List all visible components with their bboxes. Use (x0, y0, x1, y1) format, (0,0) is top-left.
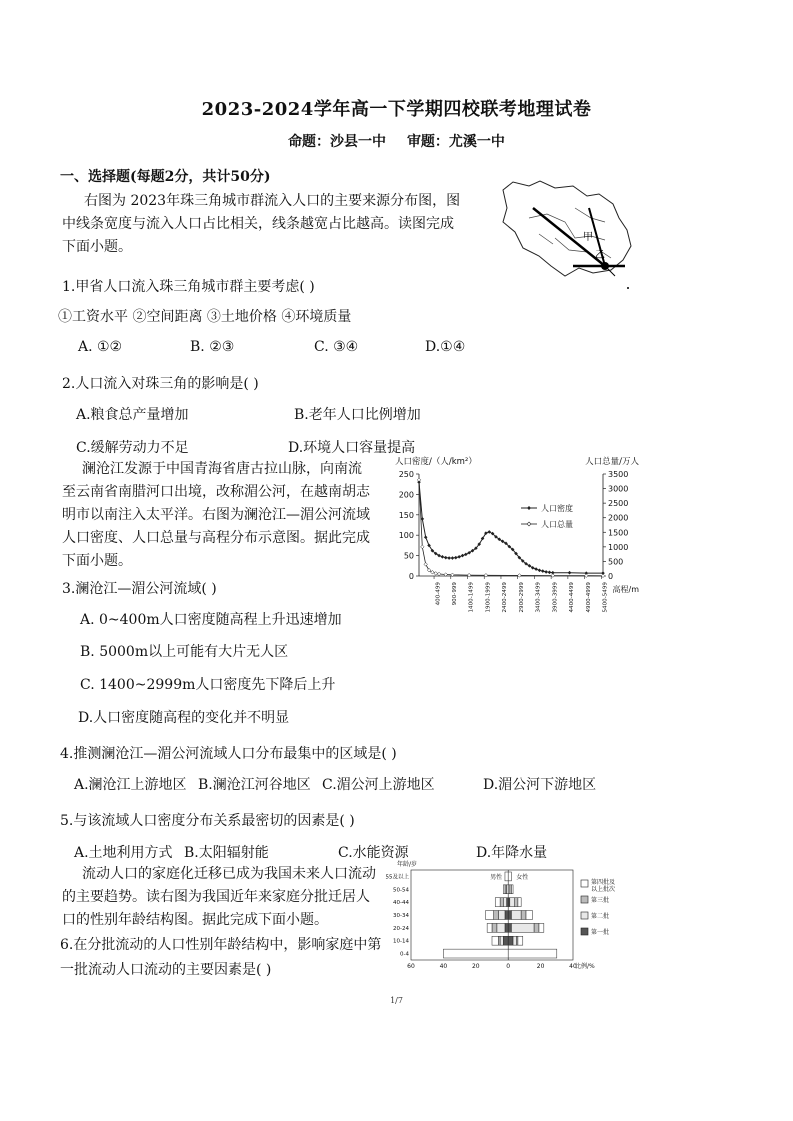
legend-total-marker (527, 522, 531, 526)
pyramid-age-label: 55及以上 (385, 874, 409, 881)
y-axis-title: 人口密度/（人/km²） (395, 457, 477, 467)
pyramid-legend-label: 第三批 (591, 897, 610, 904)
q4-option-d[interactable]: D.湄公河下游地区 (483, 777, 597, 793)
x-tick-label: 3900-3999 (552, 582, 559, 613)
legend-density-marker (527, 506, 531, 510)
pyramid-bar-male (487, 923, 492, 932)
pyramid-y-title: 年龄/岁 (397, 861, 418, 868)
total-point (424, 563, 428, 567)
q2-stem: 2.人口流入对珠三角的影响是( ) (62, 376, 259, 392)
total-point (484, 573, 488, 577)
density-point (544, 570, 548, 574)
pyramid-bar-female (515, 898, 518, 907)
x-tick-label: 4400-4499 (569, 582, 576, 613)
pyramid-bar-male (503, 936, 508, 945)
pyramid-age-label: 0-4 (400, 951, 409, 958)
pyramid-bar-male (500, 898, 503, 907)
intro3-line1: 流动人口的家庭化迁移已成为我国未来人口流动 (82, 866, 376, 882)
pyramid-bar-male (505, 923, 508, 932)
map-label-jia: 甲 (583, 232, 593, 243)
pyramid-bar-male (505, 872, 508, 881)
pyramid-legend-swatch (581, 912, 588, 919)
q1-option-b[interactable]: B. ②③ (190, 339, 235, 355)
q5-stem: 5.与该流域人口密度分布关系最密切的因素是( ) (60, 813, 355, 829)
intro2-line3: 明市以南注入太平洋。右图为澜沧江—湄公河流域 (62, 507, 370, 523)
q1-factors: ①工资水平 ②空间距离 ③土地价格 ④环境质量 (58, 309, 352, 325)
pyramid-bar-female (534, 923, 539, 932)
intro2-line5: 下面小题。 (62, 553, 132, 569)
pyramid-bar-male (486, 911, 494, 920)
density-point (568, 571, 572, 575)
x-tick-label: 1400-1499 (468, 582, 475, 613)
q5-option-a[interactable]: A.土地利用方式 (74, 845, 173, 861)
pyramid-bar-female (518, 936, 523, 945)
pyramid-x-tick: 40 (439, 963, 448, 970)
total-point (584, 574, 588, 578)
exam-title: 2023-2024学年高一下学期四校联考地理试卷 (201, 99, 592, 120)
y-tick-label: 200 (398, 490, 414, 500)
pyramid-x-tick: 60 (407, 963, 415, 970)
q4-option-b[interactable]: B.澜沧江河谷地区 (198, 777, 311, 793)
pyramid-male-label: 男性 (490, 874, 503, 881)
q5-option-d[interactable]: D.年降水量 (476, 845, 548, 861)
pyramid-bar-male (492, 936, 498, 945)
q2-option-a[interactable]: A.粮食总产量增加 (76, 407, 189, 423)
y2-tick-label: 0 (608, 572, 614, 581)
legend-total-label: 人口总量 (541, 520, 573, 529)
pyramid-legend-swatch (581, 896, 588, 903)
x-tick-label: 900-999 (451, 582, 458, 606)
pyramid-bar-male (492, 923, 497, 932)
total-point (518, 574, 522, 578)
pyramid-legend-label: 第二批 (591, 913, 610, 920)
y2-tick-label: 3500 (608, 470, 629, 479)
density-point (441, 555, 445, 559)
total-point (601, 574, 605, 578)
x-tick-label: 4900-4999 (585, 582, 592, 613)
pyramid-x-tick: 0 (506, 963, 511, 970)
pyramid-bar-female (511, 923, 534, 932)
density-point (541, 569, 545, 573)
q1-option-a[interactable]: A. ①② (78, 339, 123, 355)
pyramid-legend-swatch (581, 880, 588, 887)
q3-option-a[interactable]: A. 0~400m人口密度随高程上升迅速增加 (80, 612, 342, 628)
q6-stem-line2: 一批流动人口流动的主要因素是( ) (60, 962, 272, 978)
section-heading: 一、选择题(每题2分，共计50分) (60, 169, 271, 185)
pyramid-legend-label-cont: 以上批次 (591, 886, 616, 893)
pyramid-bar-female (539, 923, 544, 932)
y-tick-label: 0 (408, 572, 414, 581)
intro2-line1: 澜沧江发源于中国青海省唐古拉山脉，向南流 (82, 461, 362, 477)
density-point (451, 556, 455, 560)
total-point (434, 572, 438, 576)
pyramid-age-label: 50-54 (393, 887, 409, 894)
pyramid-bar-female (518, 898, 521, 907)
density-point (454, 556, 458, 560)
density-point (538, 568, 542, 572)
y2-tick-label: 500 (608, 557, 624, 567)
pyramid-bar-male (497, 923, 505, 932)
pyramid-bar-male (503, 885, 505, 894)
y-tick-label: 50 (403, 551, 414, 561)
y2-tick-label: 1000 (608, 542, 629, 552)
x-tick-label: 3400-3499 (535, 582, 542, 613)
pyramid-bar-male (505, 911, 508, 920)
intro2-line2: 至云南省南腊河口出境，改称湄公河，在越南胡志 (62, 484, 370, 500)
pyramid-bar-male (494, 911, 499, 920)
population-pyramid-chart (385, 858, 643, 970)
x-tick-label: 5400-5499 (602, 582, 609, 613)
q5-option-b[interactable]: B.太阳辐射能 (184, 845, 269, 861)
density-point (461, 554, 465, 558)
pyramid-bar-female (511, 911, 521, 920)
density-point (464, 553, 468, 557)
q1-option-d[interactable]: D.①④ (425, 339, 466, 355)
legend-density-label: 人口密度 (541, 504, 573, 513)
pyramid-bar-female (508, 936, 513, 945)
q1-stem: 1.甲省人口流入珠三角城市群主要考虑( ) (62, 279, 315, 295)
pyramid-bar-male (503, 898, 506, 907)
pyramid-bar-female (508, 872, 511, 881)
total-line (419, 480, 603, 576)
pyramid-x-tick: 20 (536, 963, 545, 970)
intro1-line3: 下面小题。 (62, 239, 132, 255)
intro2-line4: 人口密度、人口总量与高程分布示意图。据此完成 (62, 530, 370, 546)
total-point (417, 478, 421, 482)
pyramid-bar-female (508, 923, 511, 932)
pyramid-legend-swatch (581, 928, 588, 935)
q3-stem: 3.澜沧江—湄公河流域( ) (62, 581, 217, 597)
q3-option-c[interactable]: C. 1400~2999m人口密度先下降后上升 (80, 677, 336, 693)
total-point (421, 545, 425, 549)
pyramid-bar-female (508, 949, 557, 958)
y-tick-label: 250 (398, 470, 414, 479)
q4-stem: 4.推测澜沧江—湄公河流域人口分布最集中的区域是( ) (60, 746, 397, 762)
y-tick-label: 150 (398, 510, 414, 520)
pyramid-bar-female (510, 898, 515, 907)
y2-tick-label: 2000 (608, 513, 629, 523)
density-point (444, 556, 448, 560)
total-point (427, 568, 431, 572)
elevation-population-chart (393, 452, 641, 618)
y2-axis-title: 人口总量/万人 (585, 457, 639, 467)
q1-option-c[interactable]: C. ③④ (314, 339, 359, 355)
map-label-yi: 乙 (595, 250, 605, 261)
intro1-line2: 中线条宽度与流入人口占比相关，线条越宽占比越高。读图完成 (62, 216, 454, 232)
q4-option-a[interactable]: A.澜沧江上游地区 (74, 777, 187, 793)
exam-subtitle (0, 131, 793, 151)
page-number: 1/7 (390, 996, 403, 1005)
pyramid-age-label: 20-24 (393, 925, 409, 932)
density-point (534, 567, 538, 571)
q2-option-d[interactable]: D.环境人口容量提高 (288, 440, 416, 456)
x-tick-label: 400-499 (435, 582, 442, 606)
setter-text: 命题：沙县一中 (288, 134, 387, 150)
pyramid-bar-male (495, 898, 500, 907)
q3-option-d[interactable]: D.人口密度随高程的变化并不明显 (78, 710, 290, 726)
density-point (487, 530, 491, 534)
total-point (437, 572, 441, 576)
pyramid-bar-female (526, 911, 532, 920)
pyramid-legend-label: 第四批及 (591, 879, 616, 886)
q3-option-b[interactable]: B. 5000m以上可能有大片无人区 (80, 644, 289, 660)
q2-option-b[interactable]: B.老年人口比例增加 (294, 407, 421, 423)
intro3-line3: 口的性别年龄结构图。据此完成下面小题。 (62, 912, 328, 928)
y2-tick-label: 2500 (608, 499, 629, 509)
q5-option-c[interactable]: C.水能资源 (338, 845, 409, 861)
pyramid-x-tick: 40 (569, 963, 577, 970)
pyramid-x-title: 比例/% (575, 963, 595, 970)
pyramid-bar-female (511, 885, 513, 894)
density-line (419, 482, 603, 573)
density-point (548, 571, 552, 575)
x-tick-label: 2900-2999 (518, 582, 525, 613)
pyramid-bar-female (521, 911, 526, 920)
y2-tick-label: 3000 (608, 484, 629, 494)
pyramid-age-label: 30-34 (393, 913, 409, 919)
pyramid-bar-female (513, 936, 516, 945)
y-tick-label: 100 (398, 531, 414, 541)
x-axis-title: 高程/m (612, 585, 639, 594)
total-point (551, 574, 555, 578)
pyramid-bar-male (498, 911, 504, 920)
inflow-source-map (495, 178, 640, 293)
pyramid-age-label: 40-44 (393, 900, 409, 907)
reviewer-text: 审题：尤溪一中 (406, 134, 505, 150)
intro1-line1: 右图为 2023年珠三角城市群流入人口的主要来源分布图，图 (84, 193, 461, 209)
pyramid-bar-female (508, 911, 511, 920)
pyramid-bar-male (443, 949, 508, 958)
pyramid-female-label: 女性 (516, 874, 529, 881)
pyramid-bar-male (500, 936, 503, 945)
pyramid-legend-label: 第一批 (591, 929, 610, 936)
pyramid-age-label: 10-14 (393, 938, 409, 945)
x-tick-label: 2400-2499 (502, 582, 509, 613)
intro3-line2: 的主要趋势。读右图为我国近年来家庭分批迁居人 (62, 889, 370, 905)
q6-stem-line1: 6.在分批流动的人口性别年龄结构中，影响家庭中第 (60, 937, 382, 953)
density-point (447, 556, 451, 560)
density-point (457, 555, 461, 559)
total-point (431, 570, 435, 574)
pyramid-x-tick: 20 (471, 963, 480, 970)
x-tick-label: 1900-1999 (485, 582, 492, 613)
y2-tick-label: 1500 (608, 528, 629, 538)
q4-option-c[interactable]: C.湄公河上游地区 (322, 777, 435, 793)
q2-option-c[interactable]: C.缓解劳动力不足 (76, 440, 189, 456)
density-point (424, 535, 428, 539)
